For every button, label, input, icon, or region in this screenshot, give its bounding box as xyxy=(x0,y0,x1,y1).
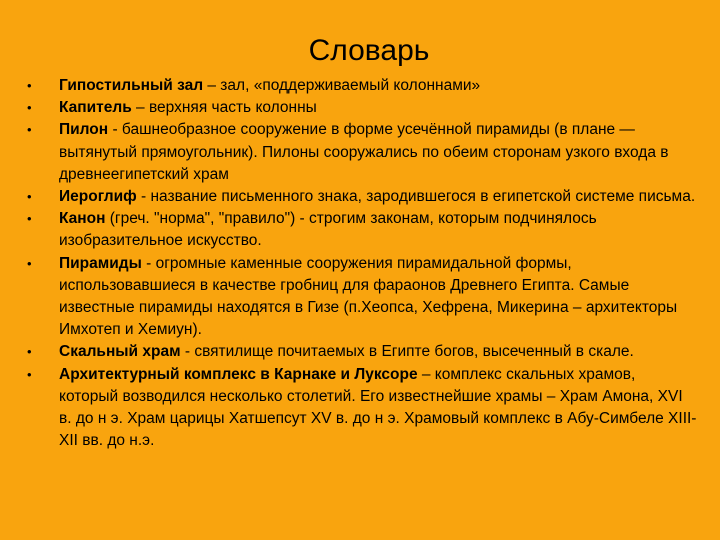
list-item-capital xyxy=(26,97,698,119)
list-item-pyramids xyxy=(26,253,698,342)
term-label: Канон xyxy=(59,210,106,228)
bullet-icon: • xyxy=(27,366,32,382)
slide-title: Словарь xyxy=(308,34,430,67)
definition-text: – зал, «поддерживаемый колоннами» xyxy=(203,77,481,94)
list-item-text xyxy=(59,75,698,97)
list-item-text xyxy=(59,341,698,363)
definition-text: - огромные каменные сооружения пирамидальной формы, использовавшиеся в качестве гробниц для фараонов Древнего Египта. Самые известные пирамиды находятся в Гизе (п.Хеопса, Хефрена, Микерина – архитекторы Имхотеп и Хемиун). xyxy=(59,254,678,339)
bullet-icon: • xyxy=(27,255,32,271)
list-item-text xyxy=(59,253,698,342)
term-label: Архитектурный комплекс в Карнаке и Луксоре xyxy=(59,365,418,383)
bullet-icon: • xyxy=(27,189,32,205)
term-label: Иероглиф xyxy=(59,188,137,206)
glossary-list xyxy=(26,75,698,452)
list-item-hypostyle-hall xyxy=(26,75,698,97)
list-item-text xyxy=(59,119,698,186)
list-item-text xyxy=(59,208,698,252)
definition-text: - башнеобразное сооружение в форме усечённой пирамиды (в плане — вытянутый прямоугольник). Пилоны сооружались по обеим сторонам узкого входа в древнеегипетский храм xyxy=(59,121,669,183)
list-item-text xyxy=(59,97,698,119)
definition-text: – верхняя часть колонны xyxy=(131,99,317,117)
definition-text: - святилище почитаемых в Египте богов, высеченный в скале. xyxy=(180,343,634,361)
list-item-canon xyxy=(26,208,698,252)
term-label: Капитель xyxy=(59,99,132,117)
list-item-text xyxy=(59,186,698,208)
list-item-karnak-luxor xyxy=(26,364,698,453)
bullet-icon: • xyxy=(27,211,32,227)
definition-text: – комплекс скальных храмов, который возводился несколько столетий. Его известнейшие храмы – Храм Амона, XVI в. до н э. Храм царицы Хатшепсут XV в. до н э. Храмовый комплекс в Абу-Симбеле XIII-XII вв. до н.э. xyxy=(59,365,697,450)
list-item-hieroglyph xyxy=(26,186,698,208)
term-label: Пирамиды xyxy=(59,254,142,272)
list-item-text xyxy=(59,364,698,453)
bullet-icon: • xyxy=(27,78,32,93)
term-label: Скальный храм xyxy=(59,343,181,361)
list-item-pylon xyxy=(26,119,698,186)
definition-text: (греч. "норма", "правило") - строгим законам, которым подчинялось изобразительное искусство. xyxy=(59,210,597,250)
list-item-rock-temple xyxy=(26,341,698,363)
term-label: Гипостильный зал xyxy=(59,77,204,94)
term-label: Пилон xyxy=(59,121,109,139)
bullet-icon: • xyxy=(27,344,32,360)
bullet-icon: • xyxy=(27,122,32,138)
bullet-icon: • xyxy=(27,100,32,116)
definition-text: - название письменного знака, зародившегося в египетской системе письма. xyxy=(136,188,696,206)
